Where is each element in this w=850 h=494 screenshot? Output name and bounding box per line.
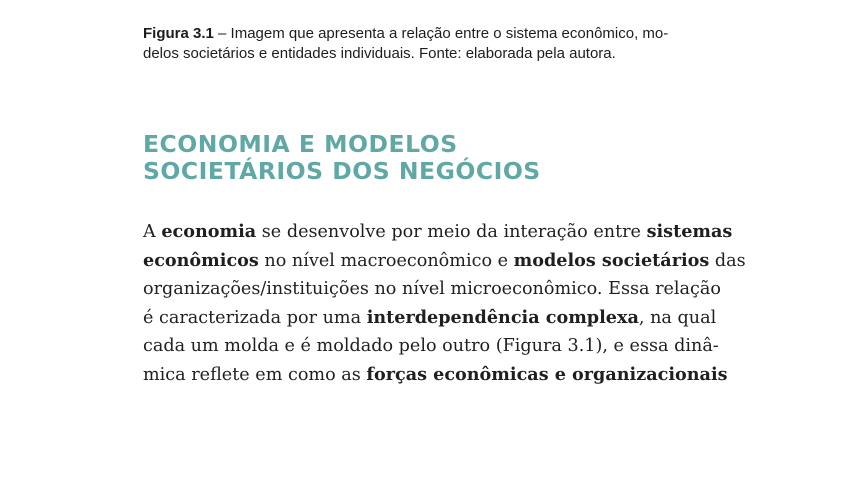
paragraph-line-6 [143, 361, 743, 390]
section-heading-line-2: SOCIETÁRIOS DOS NEGÓCIOS [143, 157, 541, 185]
caption-text-1: – Imagem que apresenta a relação entre o sistema econômico, mo- [213, 25, 669, 42]
section-heading-line-1: ECONOMIA E MODELOS [143, 130, 458, 158]
paragraph-line-3 [143, 275, 743, 304]
bold-term-economia: economia [161, 221, 257, 242]
bold-term-sistemas: sistemas [646, 221, 733, 242]
text-run: , na qual [638, 307, 717, 328]
caption-line-2: delos societários e entidades individuais. Fonte: elaborada pela autora. [143, 45, 616, 62]
caption-label: Figura 3.1 [143, 25, 214, 42]
bold-term-forcas: forças econômicas e organizacionais [366, 363, 728, 385]
text-run: no nível macroeconômico e [258, 250, 514, 271]
text-run: se desenvolve por meio da interação entre [256, 222, 647, 242]
text-run: das [709, 250, 746, 271]
caption-line-1 [143, 24, 753, 44]
bold-term-modelos-societarios: modelos societários [513, 249, 710, 271]
text-run: é caracterizada por uma [143, 307, 367, 328]
paragraph-line-5 [143, 332, 743, 361]
text-run: mica reflete em como as [143, 364, 367, 385]
text-run: organizações/instituições no nível microeconômico. Essa relação [143, 279, 721, 300]
section-heading [143, 131, 743, 185]
paragraph-line-1 [143, 218, 743, 247]
paragraph-line-4 [143, 304, 743, 333]
bold-term-economicos: econômicos [143, 249, 259, 271]
bold-term-interdependencia: interdependência complexa [366, 306, 639, 328]
figure-caption [143, 24, 753, 64]
text-run: cada um molda e é moldado pelo outro (Figura 3.1), e essa dinâ- [143, 336, 719, 357]
body-paragraph [143, 218, 746, 390]
text-run: A [143, 222, 162, 242]
paragraph-line-2 [143, 247, 746, 276]
